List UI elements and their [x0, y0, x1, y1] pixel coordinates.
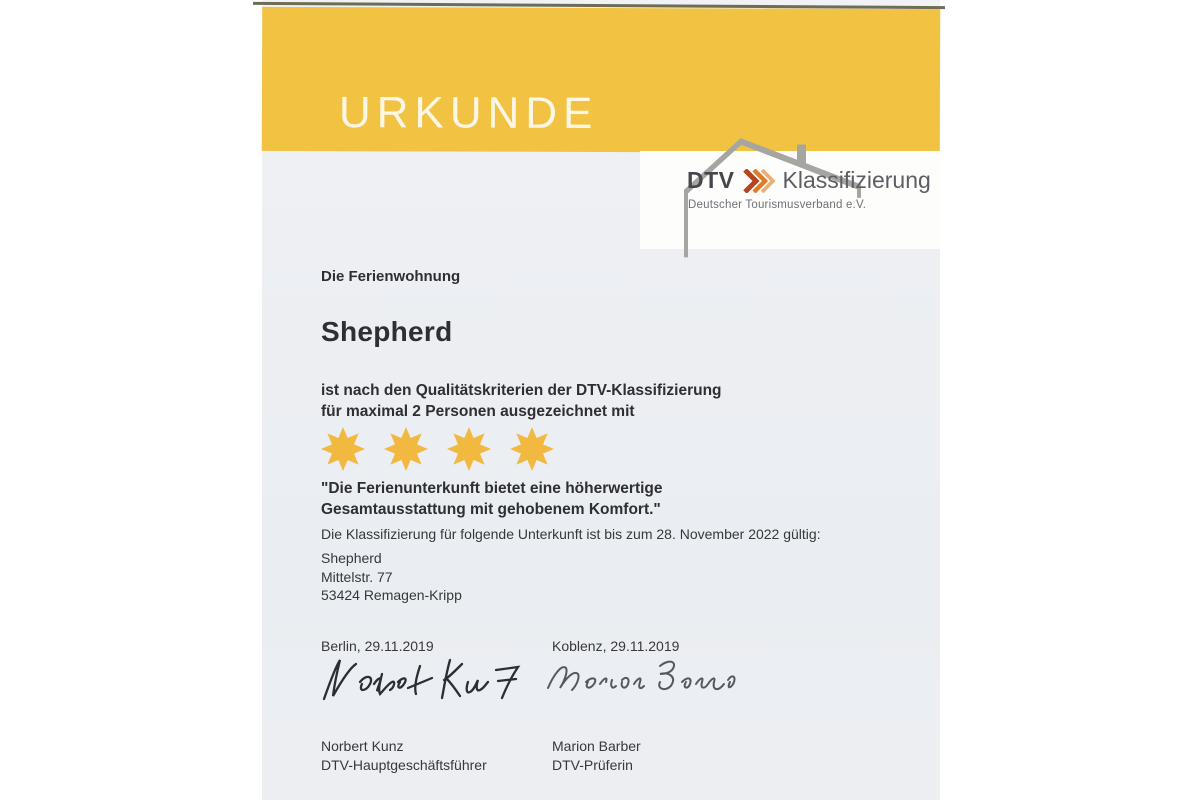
- classification-quote: [321, 478, 663, 520]
- star-rating: [320, 426, 555, 472]
- property-name: Shepherd: [321, 316, 453, 347]
- award-line-1: ist nach den Qualitätskriterien der DTV-Klassifizierung: [321, 382, 722, 399]
- triple-chevron-icon: [743, 169, 775, 193]
- signatory-left-name: Norbert Kunz: [321, 738, 404, 754]
- property-address: [321, 549, 462, 605]
- certificate-title: URKUNDE: [338, 88, 599, 138]
- marion-barber-signature: [542, 650, 742, 708]
- intro-line: Die Ferienwohnung: [321, 268, 461, 285]
- norbert-kunz-signature: [316, 654, 528, 710]
- place-date-right: Koblenz, 29.11.2019: [552, 638, 680, 654]
- award-statement: [321, 380, 722, 422]
- signatory-right: [552, 737, 641, 775]
- star-icon: [446, 426, 492, 472]
- dtv-logo: [640, 151, 940, 249]
- address-line: Shepherd: [321, 550, 382, 566]
- quote-line-2: Gesamtausstattung mit gehobenem Komfort.": [321, 501, 661, 518]
- award-line-2: für maximal 2 Personen ausgezeichnet mit: [321, 403, 635, 420]
- logo-subtitle: Deutscher Tourismusverband e.V.: [688, 199, 867, 211]
- certificate-paper: [262, 0, 940, 800]
- logo-dtv-text: DTV: [687, 167, 735, 193]
- validity-line: Die Klassifizierung für folgende Unterkunft ist bis zum 28. November 2022 gültig:: [321, 526, 821, 542]
- star-icon: [320, 426, 366, 472]
- address-line: Mittelstr. 77: [321, 568, 393, 585]
- star-icon: [383, 426, 429, 472]
- signatory-right-title: DTV-Prüferin: [552, 757, 633, 773]
- logo-klassifizierung-text: Klassifizierung: [782, 167, 931, 193]
- logo-wordmark: [687, 167, 931, 194]
- signatory-left: [321, 737, 487, 775]
- address-line: 53424 Remagen-Kripp: [321, 587, 462, 603]
- signatory-right-name: Marion Barber: [552, 738, 641, 754]
- signatory-left-title: DTV-Hauptgeschäftsführer: [321, 757, 487, 773]
- quote-line-1: "Die Ferienunterkunft bietet eine höherwertige: [321, 480, 663, 497]
- place-date-left: Berlin, 29.11.2019: [321, 638, 434, 654]
- star-icon: [509, 426, 555, 472]
